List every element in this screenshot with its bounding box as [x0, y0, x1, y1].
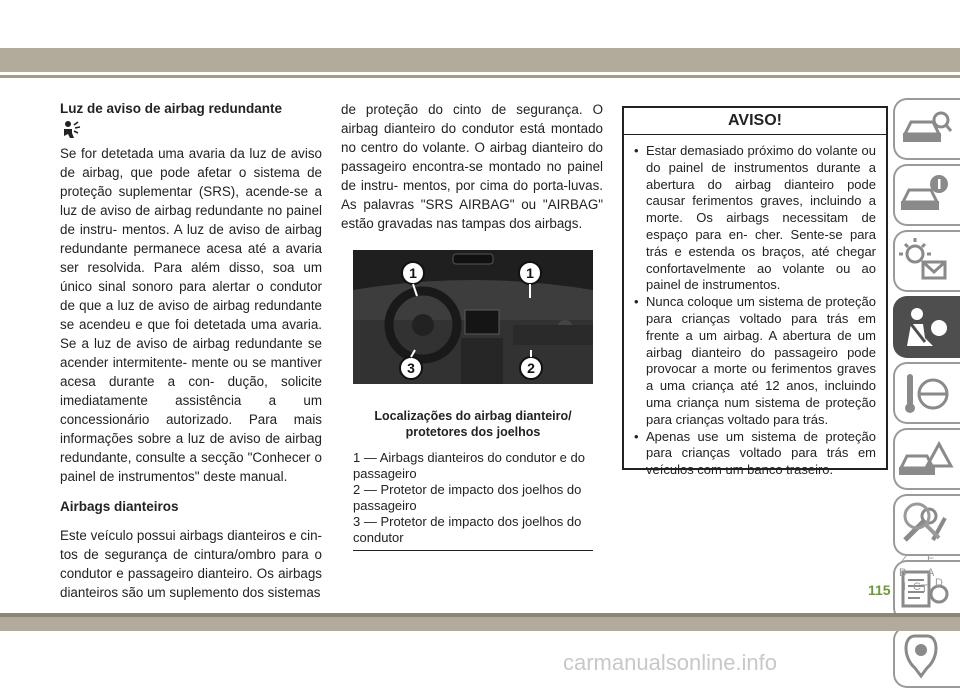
callout-driver-knee: 3: [407, 360, 415, 376]
warning-list: [624, 135, 886, 479]
car-magnifier-icon: [895, 100, 955, 158]
tab-in-case-of-emergency[interactable]: [893, 428, 960, 490]
warning-item: • Nunca coloque um sistema de proteção para crianças voltado para trás em frente a um airbag. A abertura de um airbag dianteiro do passageiro pode provocar a morte ou ferimentos graves a uma criança até 12 anos, incluindo uma criança num sistema de proteção para crianças voltado para trás.: [634, 294, 876, 427]
legend-divider: [353, 550, 593, 551]
car-info-icon: [895, 166, 955, 224]
top-band: [0, 48, 960, 72]
tab-getting-to-know-vehicle[interactable]: [893, 98, 960, 160]
index-letter: E: [927, 553, 935, 565]
index-letter: Z: [901, 553, 908, 565]
column-left: [60, 100, 322, 602]
airbag-warning-icon: [60, 120, 82, 140]
tab-starting-operating[interactable]: [893, 362, 960, 424]
warning-box: [622, 106, 888, 478]
callout-driver-airbag: 1: [409, 265, 417, 281]
index-letter: C: [913, 581, 921, 593]
dashboard-photo: [353, 250, 593, 384]
index-letter: I: [903, 581, 907, 593]
tab-safety[interactable]: [893, 296, 960, 358]
column-middle: [341, 100, 603, 233]
figure-legend: [353, 450, 593, 546]
warning-lights-icon: [895, 232, 955, 290]
callout-passenger-airbag: 1: [526, 265, 534, 281]
heading-redundant-airbag-light: Luz de aviso de airbag redundante: [60, 101, 283, 116]
steering-wheel-key-icon: [895, 364, 955, 422]
legend-item: 1 — Airbags dianteiros do condutor e do passageiro: [353, 450, 585, 481]
warning-item: • Apenas use um sistema de proteção para crianças voltado para trás em veículos com um banco traseiro.: [634, 428, 876, 478]
multimedia-icon: [895, 628, 955, 686]
tab-multimedia[interactable]: [893, 626, 960, 688]
watermark: carmanualsonline.info: [563, 650, 778, 675]
callout-passenger-knee: 2: [527, 360, 535, 376]
index-letter: B: [899, 567, 907, 579]
para-redundant-airbag-light: Se for detetada uma avaria da luz de aviso de airbag, que pode afetar o sistema de proteção suplementar (SRS), acende-se a luz de aviso de airbag redundante no painel de instru- mentos. A luz de aviso de airbag redundante permanece acesa até a avaria ser resolvida. Para além disso, soa um único sinal sonoro para alertar o condutor de que a luz de aviso de airbag redundante se acendeu e que foi detetada uma avaria. Se a luz de aviso de airbag redundante se acender intermitente- mente ou se mantiver acesa durante a con- dução, solicite imediatamente assistência a um concessionário autorizado. Para mais informações sobre a luz de aviso de airbag redundante, consulte a secção "Conhecer o painel de instrumentos" deste manual.: [60, 146, 322, 484]
legend-item: 2 — Protetor de impacto dos joelhos do passageiro: [353, 482, 582, 513]
bullet: •: [634, 143, 639, 158]
tab-instrument-panel[interactable]: [893, 164, 960, 226]
dashboard-illustration: [353, 250, 593, 384]
bottom-band: [0, 617, 960, 631]
top-band-line: [0, 75, 960, 78]
para-front-airbags: Este veículo possui airbags dianteiros e cin- tos de segurança de cintura/ombro para o condutor e passageiro dianteiro. Os airbags dianteiros são um suplemento dos sistemas: [60, 528, 322, 600]
airbag-seatbelt-icon: [895, 298, 955, 356]
para-airbag-locations: de proteção do cinto de segurança. O airbag dianteiro do condutor está montado no centro do volante. O airbag dianteiro do passageiro encontra-se montado no painel de instru- mentos, por cima do porta-luvas. As palavras "SRS AIRBAG" ou "AIRBAG" estão gravadas nas tampas dos airbags.: [341, 102, 603, 231]
page-number: 115: [868, 582, 891, 598]
bullet: •: [634, 428, 639, 444]
car-warning-icon: [895, 430, 955, 488]
search-index-icon[interactable]: [893, 492, 960, 554]
heading-front-airbags: Airbags dianteiros: [60, 499, 179, 514]
figure-caption: Localizações do airbag dianteiro/ protetores dos joelhos: [374, 409, 572, 439]
index-letter: A: [927, 567, 935, 579]
warning-title: AVISO!: [624, 108, 886, 135]
index-letter: T: [921, 583, 928, 595]
alphabet-index-icon[interactable]: [893, 548, 960, 596]
index-letter: D: [935, 577, 943, 589]
warning-item: • Estar demasiado próximo do volante ou do painel de instrumentos durante a abertura do airbag dianteiro pode causar ferimentos graves, incluindo a morte. Os airbags necessitam de espaço para en- cher. Sente-se para trás e estenda os braços, até chegar confortavelmente ao volante ou ao painel de instrumentos.: [634, 143, 876, 293]
bullet: •: [634, 294, 639, 310]
legend-item: 3 — Protetor de impacto dos joelhos do condutor: [353, 514, 582, 545]
tab-warning-lights[interactable]: [893, 230, 960, 292]
